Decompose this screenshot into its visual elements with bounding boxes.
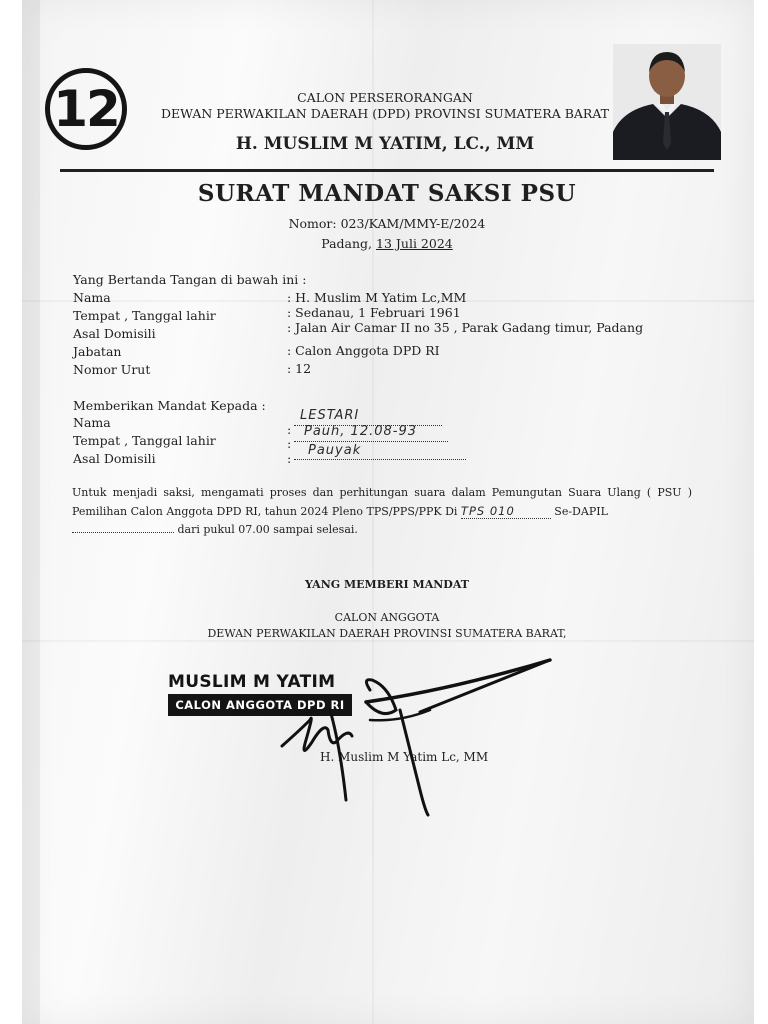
field-label: Nama [73, 415, 111, 430]
handwritten-name: LESTARI [300, 408, 360, 423]
header-rule [60, 169, 714, 172]
stamp-name: MUSLIM M YATIM [168, 672, 336, 692]
field-colon: : [287, 422, 292, 437]
place-date [60, 236, 714, 251]
handwritten-birth: Pauh, 12.08-93 [304, 424, 417, 439]
field-value: : Calon Anggota DPD RI [287, 343, 440, 358]
candidate-photo [613, 44, 721, 160]
handwritten-tps: TPS 010 [461, 504, 551, 519]
signature-heading: YANG MEMBERI MANDAT [305, 578, 469, 591]
signature-role-2: DEWAN PERWAKILAN DAERAH PROVINSI SUMATERA BARAT, [207, 627, 567, 640]
stamp-subtitle: CALON ANGGOTA DPD RI [168, 694, 352, 716]
place: Padang, [321, 236, 373, 251]
signatory-intro: Yang Bertanda Tangan di bawah ini : [73, 272, 307, 287]
field-colon: : [287, 451, 292, 466]
paragraph-part3: dari pukul 07.00 sampai selesai. [174, 523, 358, 536]
mandate-intro: Memberikan Mandat Kepada : [73, 398, 266, 413]
field-label: Asal Domisili [73, 451, 156, 466]
field-label: Nomor Urut [73, 362, 151, 377]
signer-name: H. Muslim M Yatim Lc, MM [320, 750, 489, 764]
field-colon: : [287, 436, 292, 451]
document-title: SURAT MANDAT SAKSI PSU [197, 180, 577, 207]
paragraph-part1: Untuk menjadi saksi, mengamati proses dan perhitungan suara dalam Pemungutan Suara Ulang ( PSU ) Pemilihan Calon Anggota DPD RI, tahun 2024 Pleno TPS/PPS/PPK Di [72, 486, 692, 518]
fill-line [294, 441, 448, 442]
field-value: : Jalan Air Camar II no 35 , Parak Gadang timur, Padang [287, 320, 644, 335]
date: 13 Juli 2024 [376, 236, 453, 251]
header-line-2: DEWAN PERWAKILAN DAERAH (DPD) PROVINSI SUMATERA BARAT [160, 106, 610, 121]
field-value: : Sedanau, 1 Februari 1961 [287, 305, 461, 320]
fill-line [294, 459, 466, 460]
handwritten-domicile: Pauyak [308, 443, 362, 458]
field-label: Jabatan [73, 344, 122, 359]
handwritten-signature [270, 650, 570, 820]
field-value: : 12 [287, 361, 312, 376]
mandate-paragraph [72, 484, 692, 539]
header-line-1: CALON PERSERORANGAN [297, 90, 473, 105]
signature-role-1: CALON ANGGOTA [334, 611, 440, 624]
candidate-name-heading: H. MUSLIM M YATIM, LC., MM [235, 134, 535, 154]
field-label: Nama [73, 290, 111, 305]
document-number: Nomor: 023/KAM/MMY-E/2024 [288, 216, 486, 231]
field-label: Asal Domisili [73, 326, 156, 341]
candidate-number-badge: 12 [45, 68, 127, 150]
field-value: : H. Muslim M Yatim Lc,MM [287, 290, 467, 305]
field-label: Tempat , Tanggal lahir [73, 433, 216, 448]
field-label: Tempat , Tanggal lahir [73, 308, 216, 323]
paragraph-part2: Se-DAPIL [550, 505, 608, 518]
fill-line [72, 532, 174, 533]
